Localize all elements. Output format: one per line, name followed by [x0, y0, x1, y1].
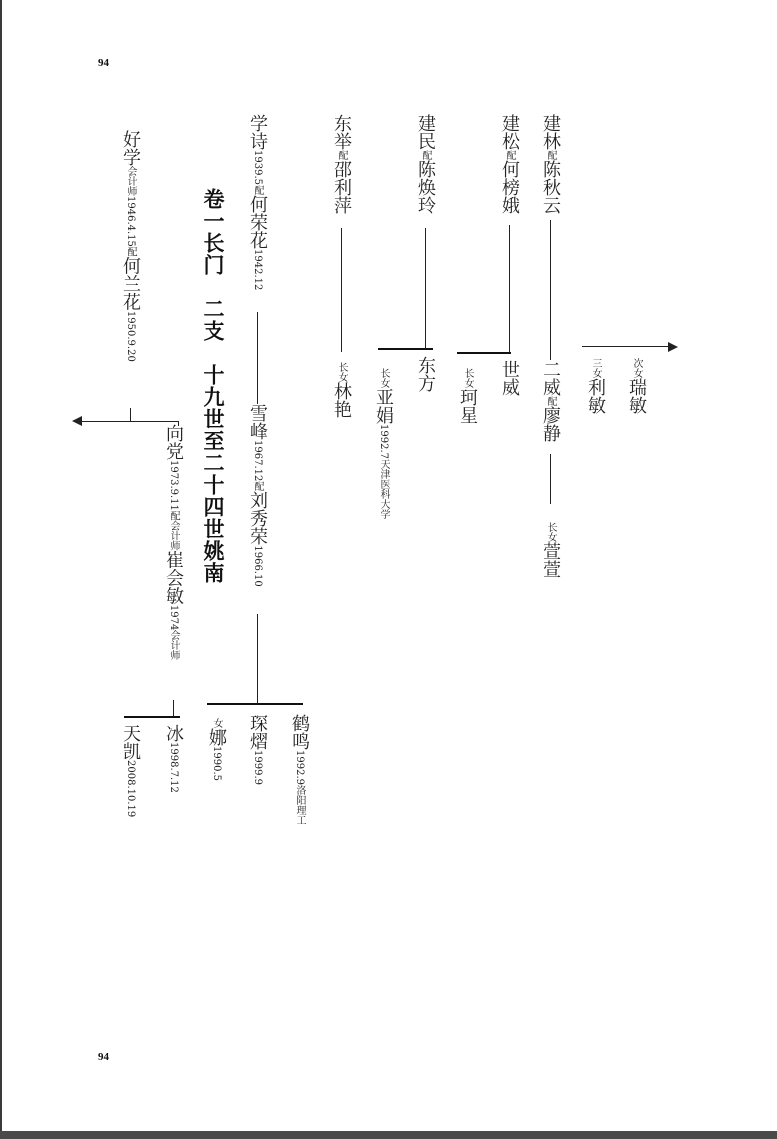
entry-kexing — [458, 368, 476, 424]
note-xiangdang: 会计师 — [168, 520, 179, 551]
name-bing: 冰 — [163, 724, 184, 742]
arrow-right-line — [582, 346, 670, 347]
page-number-bottom: 94 — [98, 1051, 109, 1063]
name-kexing: 珂星 — [457, 388, 478, 424]
name-xuanxuan: 萱萱 — [540, 542, 561, 578]
bracket-xiangdang — [124, 716, 180, 718]
entry-limin — [586, 358, 604, 414]
entry-xuefeng — [248, 404, 266, 587]
name-jianmin: 建民 — [415, 114, 436, 150]
name-jianlin: 建林 — [540, 114, 561, 150]
date-xueshi: 1939.5 — [252, 150, 263, 185]
connector-xueshi — [257, 312, 258, 404]
note-yajuan: 1992.7天津医科大学 — [378, 424, 389, 519]
viewer-bottom-bar — [0, 1131, 777, 1139]
name-xiangdang: 向党 — [163, 424, 184, 460]
prefix-kexing: 长女 — [462, 368, 473, 388]
bracket-xuefeng — [207, 703, 303, 705]
connector-jiansong — [509, 225, 510, 353]
entry-jianlin — [541, 114, 559, 214]
entry-erwei — [541, 360, 559, 442]
spouse-erwei: 廖静 — [540, 406, 561, 442]
prefix-xuanxuan: 长女 — [545, 522, 556, 542]
name-limin: 利敏 — [585, 378, 606, 414]
entry-xuanxuan — [541, 522, 559, 578]
pei-xueshi: 配 — [252, 185, 263, 195]
name-dongju: 东举 — [331, 114, 352, 150]
spouse-xiangdang: 崔会敏 — [163, 550, 184, 605]
name-ruimin: 瑞敏 — [626, 378, 647, 414]
entry-na — [207, 718, 225, 781]
date-bing: 1998.7.12 — [168, 742, 179, 793]
connector-xiangdang — [173, 700, 174, 716]
prefix-na: 女 — [211, 718, 222, 728]
name-heming: 鹤鸣 — [289, 714, 310, 750]
name-xuefeng: 雪峰 — [247, 404, 268, 440]
entry-shenyi — [248, 714, 266, 785]
entry-ruimin — [627, 358, 645, 414]
entry-yajuan — [374, 368, 392, 519]
pei-xuefeng: 配 — [252, 481, 263, 492]
spouse-dongju: 邵利萍 — [331, 160, 352, 214]
date-shenyi: 1999.9 — [252, 750, 263, 785]
entry-shiwei — [500, 360, 518, 396]
note-heming: 1992.9洛阳理工 — [294, 750, 305, 825]
name-xueshi: 学诗 — [247, 114, 268, 150]
spouse-note-xiangdang: 会计师 — [168, 630, 179, 661]
entry-xueshi — [248, 114, 266, 290]
bracket-jiansong — [457, 352, 511, 354]
connector-erwei — [550, 454, 551, 504]
pei-xiangdang: 配 — [168, 510, 179, 521]
entry-tiankai — [121, 724, 139, 817]
arrow-left-icon — [72, 416, 82, 426]
connector-dongju — [341, 228, 342, 352]
spouse-haoxue: 何兰花 — [120, 256, 141, 311]
connector-xuefeng — [257, 614, 258, 704]
pei-jiansong: 配 — [504, 150, 515, 160]
name-dongfang: 东方 — [415, 356, 436, 392]
spouse-date-xiangdang: 1974 — [168, 604, 179, 631]
page-number-top: 94 — [98, 57, 109, 69]
entry-linyan — [332, 362, 350, 418]
name-erwei: 二威 — [540, 360, 561, 396]
spouse-date-xueshi: 1942.12 — [252, 249, 263, 291]
pei-dongju: 配 — [336, 150, 347, 160]
entry-heming — [290, 714, 308, 825]
connector-jianlin — [550, 220, 551, 360]
prefix-ruimin: 次女 — [631, 358, 642, 378]
arrow-left-line — [82, 421, 179, 422]
arrow-right-icon — [668, 342, 678, 352]
date-xuefeng: 1967.12 — [252, 440, 263, 482]
name-yajuan: 亚娟 — [373, 388, 394, 424]
pei-haoxue: 配 — [125, 246, 136, 257]
viewer-left-border — [0, 0, 2, 1131]
name-na: 娜 — [206, 728, 227, 746]
section-title: 卷一长门 二支 十九世至二十四世姚南 — [201, 188, 226, 584]
connector-jianmin — [425, 228, 426, 349]
name-shiwei: 世威 — [499, 360, 520, 396]
name-linyan: 林艳 — [331, 382, 352, 418]
pei-jianlin: 配 — [545, 150, 556, 160]
date-haoxue: 1946.4.15 — [125, 196, 136, 247]
spouse-date-haoxue: 1950.9.20 — [125, 310, 136, 362]
prefix-linyan: 长女 — [336, 362, 347, 382]
pei-jianmin: 配 — [420, 150, 431, 160]
date-xiangdang: 1973.9.11 — [168, 460, 179, 511]
bracket-jianmin — [378, 348, 433, 350]
spouse-xuefeng: 刘秀荣 — [247, 491, 268, 546]
entry-xiangdang — [164, 424, 182, 660]
spouse-jianlin: 陈秋云 — [540, 160, 561, 214]
pei-erwei: 配 — [545, 396, 556, 406]
spouse-jianmin: 陈焕玲 — [415, 160, 436, 214]
entry-dongju — [332, 114, 350, 214]
entry-jianmin — [416, 114, 434, 214]
spouse-xueshi: 何荣花 — [247, 195, 268, 249]
prefix-limin: 三女 — [590, 358, 601, 378]
entry-jiansong — [500, 114, 518, 214]
entry-dongfang — [416, 356, 434, 392]
date-tiankai: 2008.10.19 — [125, 760, 136, 818]
name-jiansong: 建松 — [499, 114, 520, 150]
name-haoxue: 好学 — [120, 130, 141, 166]
connector-haoxue — [130, 408, 131, 422]
entry-bing — [164, 724, 182, 793]
entry-haoxue — [121, 130, 139, 362]
spouse-date-xuefeng: 1966.10 — [252, 545, 263, 587]
note-haoxue: 会计师 — [125, 166, 136, 196]
prefix-yajuan: 长女 — [378, 368, 389, 388]
date-na: 1990.5 — [211, 746, 222, 781]
name-tiankai: 天凯 — [120, 724, 141, 760]
spouse-jiansong: 何榜娥 — [499, 160, 520, 214]
name-shenyi: 琛熠 — [247, 714, 268, 750]
